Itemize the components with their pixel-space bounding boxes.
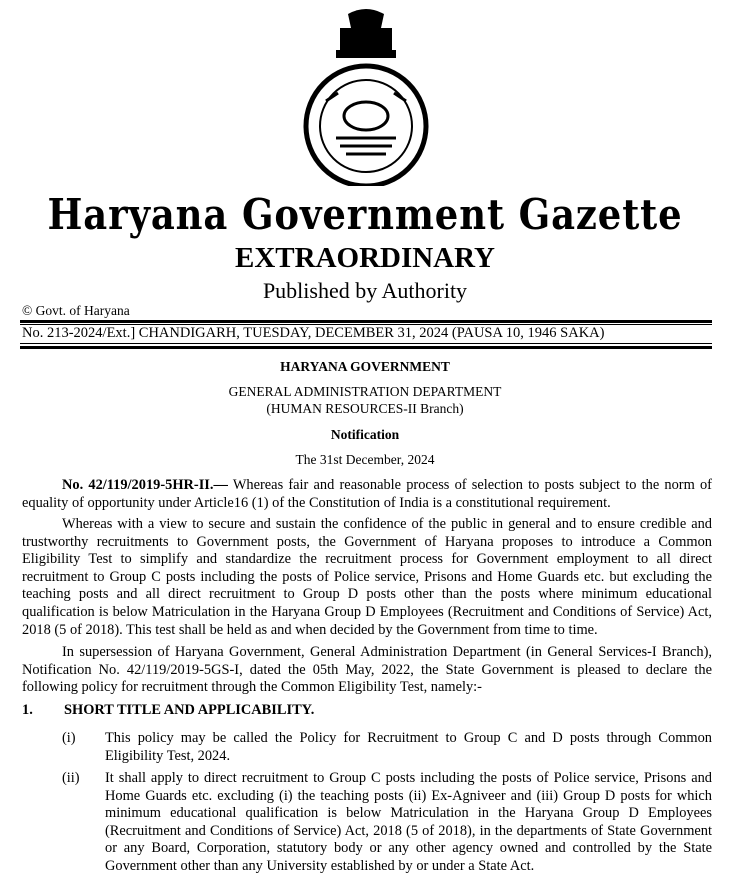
divider — [20, 320, 712, 323]
government-heading: HARYANA GOVERNMENT — [280, 359, 450, 374]
notification-date: The 31st December, 2024 — [295, 452, 435, 467]
haryana-emblem-icon — [296, 6, 436, 186]
paragraph-2: Whereas with a view to secure and sustain the confidence of the public in general and to ensure credible and trustworthy recruitments to Government posts, the Government of Haryana proposes to introduce a Common Eligibility Test to simplify and standardize the recruitment process for Government employment to all direct recruitment to Group C posts including the posts of Police service, Prisons and Home Guards etc. but excluding the teaching posts and all direct recruitment to Group D posts other than the posts where minimum educational qualification is below Matriculation in the Haryana Group D Employees (Recruitment and Conditions of Service) Act, 2018 (5 of 2018). This test shall be held as and when decided by the Government from time to time. — [22, 516, 712, 638]
divider — [20, 343, 712, 344]
gazette-title: Haryana Government Gazette — [47, 190, 683, 239]
notification-heading: Notification — [330, 427, 400, 442]
divider — [20, 346, 712, 349]
copyright: © Govt. of Haryana — [22, 303, 130, 318]
reference-number: No. 42/119/2019-5HR-II.— — [62, 477, 228, 493]
section-heading: 1. SHORT TITLE AND APPLICABILITY. — [22, 702, 315, 718]
paragraph-1: No. 42/119/2019-5HR-II.— Whereas fair and reasonable process of selection to posts subject to the norm of equality of opportunity under Article16 (1) of the Constitution of India is a constitutional requirement. — [22, 477, 712, 511]
published-by: Published by Authority — [262, 278, 468, 303]
gazette-subtitle: EXTRAORDINARY — [235, 242, 495, 274]
department: GENERAL ADMINISTRATION DEPARTMENT — [228, 384, 502, 399]
issue-line: No. 213-2024/Ext.] CHANDIGARH, TUESDAY, DECEMBER 31, 2024 (PAUSA 10, 1946 SAKA) — [22, 325, 605, 341]
paragraph-3: In supersession of Haryana Government, General Administration Department (in General Services-I Branch), Notification No. 42/119/2019-5GS-I, dated the 05th May, 2022, the State Government is pleased to declare the following policy for recruitment through the Common Eligibility Test, namely:- — [22, 644, 712, 696]
list-item: (i) This policy may be called the Policy for Recruitment to Group C and D posts through Common Eligibility Test, 2024. — [62, 730, 712, 764]
branch: (HUMAN RESOURCES-II Branch) — [266, 401, 464, 416]
list-item: (ii) It shall apply to direct recruitment to Group C posts including the posts of Police service, Prisons and Home Guards etc. excluding (i) the teaching posts (ii) Ex-Agniveer and (iii) Group D posts for which minimum educational qualification is below Matriculation in the Haryana Group D Employees (Recruitment and Conditions of Service) Act, 2018 (5 of 2018), in the departments of State Government or any Board, Corporation, statutory body or any other agency owned and controlled by the State Government other than any University established by or under a State Act. — [62, 770, 712, 874]
